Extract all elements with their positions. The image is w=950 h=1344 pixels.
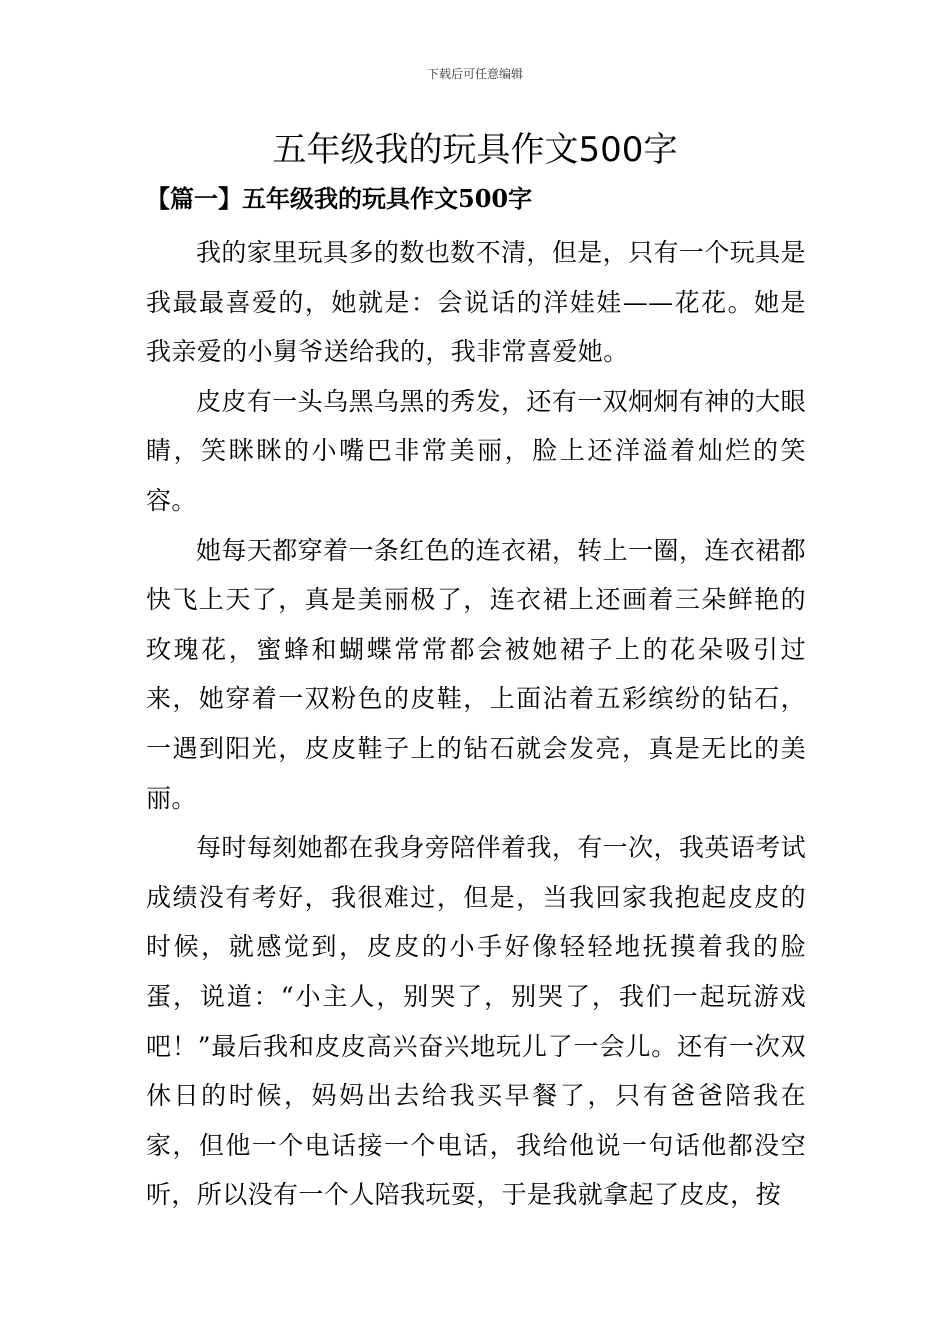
- document-title: 五年级我的玩具作文500字: [272, 130, 678, 170]
- paragraph-1: 我的家里玩具多的数也数不清，但是，只有一个玩具是我最最喜爱的，她就是：会说话的洋娃娃——花花。她是我亲爱的小舅爷送给我的，我非常喜爱她。: [146, 238, 806, 367]
- paragraph-2: 皮皮有一头乌黑乌黑的秀发，还有一双炯炯有神的大眼睛，笑眯眯的小嘴巴非常美丽，脸上还洋溢着灿烂的笑容。: [146, 386, 806, 515]
- paragraph-4: 每时每刻她都在我身旁陪伴着我，有一次，我英语考试成绩没有考好，我很难过，但是，当我回家我抱起皮皮的时候，就感觉到，皮皮的小手好像轻轻地抚摸着我的脸蛋，说道：“小主人，别哭了，别哭了，我们一起玩游戏吧！”最后我和皮皮高兴奋兴地玩儿了一会儿。还有一次双休日的时候，妈妈出去给我买早餐了，只有爸爸陪我在家，但他一个电话接一个电话，我给他说一句话他都没空听，所以没有一个人陪我玩耍，于是我就拿起了皮皮，按: [146, 833, 806, 1210]
- section-heading: 【篇一】五年级我的玩具作文500字: [146, 184, 533, 213]
- paragraph-3: 她每天都穿着一条红色的连衣裙，转上一圈，连衣裙都快飞上天了，真是美丽极了，连衣裙上还画着三朵鲜艳的玫瑰花，蜜蜂和蝴蝶常常都会被她裙子上的花朵吸引过来，她穿着一双粉色的皮鞋，上面沾着五彩缤纷的钻石，一遇到阳光，皮皮鞋子上的钻石就会发亮，真是无比的美丽。: [146, 535, 806, 813]
- header-note: 下载后可任意编辑: [426, 67, 523, 81]
- essay-body: [146, 228, 806, 1220]
